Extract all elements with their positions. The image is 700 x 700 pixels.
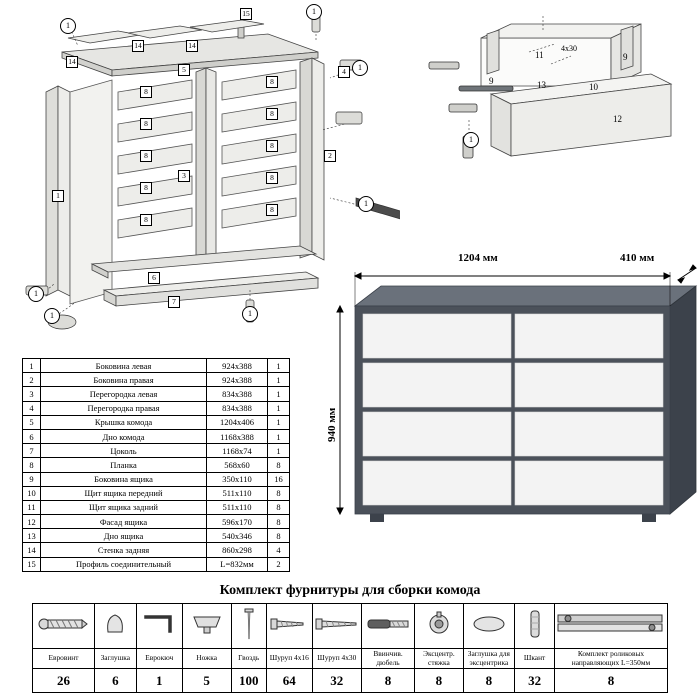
detail-marker-1b: 1 [306, 4, 322, 20]
kit-cell-cam-lock [415, 604, 463, 649]
table-row [23, 500, 290, 514]
table-row [23, 458, 290, 472]
table-row [23, 557, 290, 571]
part-number: 12 [23, 515, 41, 529]
part-number: 6 [23, 429, 41, 443]
callout-2: 2 [324, 150, 336, 162]
screw-4x16-icon [269, 616, 309, 632]
kit-qty-row [33, 669, 668, 693]
part-dimension: 1168x388 [207, 429, 268, 443]
part-dimension: 834x388 [207, 401, 268, 415]
wood-dowel-icon [529, 609, 541, 639]
kit-cell-wood-dowel [515, 604, 555, 649]
part-qty: 8 [268, 529, 290, 543]
table-row [23, 387, 290, 401]
part-name: Щит ящика передний [41, 486, 207, 500]
kit-name-8: Эксцентр. стяжка [415, 649, 463, 669]
callout-7: 7 [168, 296, 180, 308]
table-row [23, 543, 290, 557]
drawer-callout-9-left: 9 [489, 76, 494, 86]
detail-marker-1a: 1 [60, 18, 76, 34]
part-dimension: 924x388 [207, 373, 268, 387]
kit-name-0: Евровинт [33, 649, 95, 669]
parts-table-body [23, 359, 290, 572]
kit-cell-dowel-screw [361, 604, 414, 649]
kit-cell-slide-rail [555, 604, 668, 649]
allen-key-icon [142, 612, 176, 636]
kit-qty-2: 1 [136, 669, 182, 693]
callout-3: 3 [178, 170, 190, 182]
part-name: Боковина левая [41, 359, 207, 373]
drawer-detail-marker-1: 1 [463, 132, 479, 148]
part-dimension: 834x388 [207, 387, 268, 401]
kit-qty-1: 6 [94, 669, 136, 693]
part-number: 9 [23, 472, 41, 486]
callout-14-c: 14 [186, 40, 198, 52]
part-qty: 8 [268, 458, 290, 472]
part-number: 14 [23, 543, 41, 557]
cam-cap-icon [472, 615, 506, 633]
callout-4: 4 [338, 66, 350, 78]
part-qty: 1 [268, 373, 290, 387]
drawer-callout-11: 11 [535, 50, 544, 60]
kit-qty-8: 8 [415, 669, 463, 693]
part-dimension: 596x170 [207, 515, 268, 529]
detail-marker-1g: 1 [242, 306, 258, 322]
table-row [23, 472, 290, 486]
table-row [23, 515, 290, 529]
kit-name-11: Комплект роликовых направляющих L=350мм [555, 649, 668, 669]
part-qty: 4 [268, 543, 290, 557]
part-number: 2 [23, 373, 41, 387]
kit-qty-4: 100 [231, 669, 266, 693]
kit-qty-11: 8 [555, 669, 668, 693]
table-row [23, 486, 290, 500]
part-qty: 1 [268, 359, 290, 373]
nail-icon [244, 607, 254, 641]
part-name: Перегородка правая [41, 401, 207, 415]
part-qty: 1 [268, 387, 290, 401]
part-number: 10 [23, 486, 41, 500]
part-dimension: 1204x406 [207, 415, 268, 429]
part-name: Крышка комода [41, 415, 207, 429]
part-dimension: 540x346 [207, 529, 268, 543]
part-name: Перегородка левая [41, 387, 207, 401]
part-dimension: L=832мм [207, 557, 268, 571]
callout-8-l5: 8 [140, 214, 152, 226]
callout-8-l4: 8 [140, 182, 152, 194]
callout-8-l3: 8 [140, 150, 152, 162]
kit-title: Комплект фурнитуры для сборки комода [219, 583, 481, 598]
callout-8-l1: 8 [140, 86, 152, 98]
callout-8-r1: 8 [266, 76, 278, 88]
part-qty: 1 [268, 429, 290, 443]
kit-name-7: Ввинчив. дюбель [361, 649, 414, 669]
chest-width-label: 1204 мм [458, 252, 498, 264]
kit-qty-7: 8 [361, 669, 414, 693]
screw-4x30-icon [314, 616, 360, 632]
kit-qty-10: 32 [515, 669, 555, 693]
kit-qty-0: 26 [33, 669, 95, 693]
drawer-callout-12: 12 [613, 114, 622, 124]
kit-icons-row [33, 604, 668, 649]
part-number: 8 [23, 458, 41, 472]
detail-marker-1f: 1 [44, 308, 60, 324]
callout-8-r4: 8 [266, 172, 278, 184]
callout-14-a: 14 [66, 56, 78, 68]
table-row [23, 429, 290, 443]
part-dimension: 350x110 [207, 472, 268, 486]
part-name: Планка [41, 458, 207, 472]
kit-qty-5: 64 [266, 669, 312, 693]
part-dimension: 511x110 [207, 500, 268, 514]
kit-qty-6: 32 [312, 669, 361, 693]
part-name: Цоколь [41, 444, 207, 458]
part-name: Боковина правая [41, 373, 207, 387]
part-dimension: 511x110 [207, 486, 268, 500]
kit-name-10: Шкант [515, 649, 555, 669]
drawer-callout-13: 13 [537, 80, 546, 90]
part-dimension: 568x60 [207, 458, 268, 472]
chest-depth-label: 410 мм [620, 252, 655, 264]
cam-lock-icon [426, 611, 452, 637]
part-number: 5 [23, 415, 41, 429]
kit-name-5: Шуруп 4х16 [266, 649, 312, 669]
part-qty: 8 [268, 486, 290, 500]
part-number: 11 [23, 500, 41, 514]
table-row [23, 529, 290, 543]
kit-name-6: Шуруп 4х30 [312, 649, 361, 669]
dowel-screw-icon [365, 615, 411, 633]
part-qty: 1 [268, 401, 290, 415]
drawer-detail-svg [425, 8, 695, 173]
kit-name-3: Ножка [182, 649, 231, 669]
callout-15: 15 [240, 8, 252, 20]
part-number: 13 [23, 529, 41, 543]
kit-names-row [33, 649, 668, 669]
kit-cell-cam-cap [463, 604, 515, 649]
part-dimension: 860x298 [207, 543, 268, 557]
table-row [23, 444, 290, 458]
detail-marker-1c: 1 [352, 60, 368, 76]
callout-1: 1 [52, 190, 64, 202]
slide-rail-icon [556, 611, 666, 637]
kit-cell-cap [94, 604, 136, 649]
part-number: 15 [23, 557, 41, 571]
hardware-kit-table [32, 603, 668, 693]
part-number: 1 [23, 359, 41, 373]
kit-cell-allen-key [136, 604, 182, 649]
kit-cell-screw-4x30 [312, 604, 361, 649]
part-number: 7 [23, 444, 41, 458]
table-row [23, 359, 290, 373]
part-name: Профиль соединительный [41, 557, 207, 571]
part-name: Боковина ящика [41, 472, 207, 486]
drawer-callout-9-right: 9 [623, 52, 628, 62]
callout-8-r3: 8 [266, 140, 278, 152]
part-name: Дно комода [41, 429, 207, 443]
screw-icon [38, 615, 88, 633]
part-number: 4 [23, 401, 41, 415]
kit-cell-leg [182, 604, 231, 649]
part-name: Щит ящика задний [41, 500, 207, 514]
callout-6: 6 [148, 272, 160, 284]
part-name: Фасад ящика [41, 515, 207, 529]
part-qty: 2 [268, 557, 290, 571]
leg-icon [190, 612, 224, 636]
kit-name-9: Заглушка для эксцентрика [463, 649, 515, 669]
drawer-callout-10: 10 [589, 82, 598, 92]
drawer-callout-4x30: 4х30 [561, 44, 577, 53]
table-row [23, 415, 290, 429]
table-row [23, 373, 290, 387]
cap-icon [104, 612, 126, 636]
callout-8-r5: 8 [266, 204, 278, 216]
kit-cell-screw [33, 604, 95, 649]
part-number: 3 [23, 387, 41, 401]
part-qty: 8 [268, 500, 290, 514]
chest-3d-view [326, 252, 700, 562]
parts-table [22, 358, 290, 572]
part-dimension: 1168x74 [207, 444, 268, 458]
detail-marker-1e: 1 [28, 286, 44, 302]
callout-8-r2: 8 [266, 108, 278, 120]
part-qty: 8 [268, 515, 290, 529]
chest-height-label: 940 мм [326, 407, 338, 442]
kit-cell-nail [231, 604, 266, 649]
kit-name-4: Гвоздь [231, 649, 266, 669]
kit-qty-3: 5 [182, 669, 231, 693]
part-qty: 1 [268, 444, 290, 458]
table-row [23, 401, 290, 415]
kit-qty-9: 8 [463, 669, 515, 693]
kit-name-1: Заглушка [94, 649, 136, 669]
callout-5: 5 [178, 64, 190, 76]
callout-14-b: 14 [132, 40, 144, 52]
part-name: Дно ящика [41, 529, 207, 543]
part-name: Стенка задняя [41, 543, 207, 557]
detail-marker-1d: 1 [358, 196, 374, 212]
drawer-detail-drawing [425, 8, 695, 173]
part-qty: 16 [268, 472, 290, 486]
kit-name-2: Еврокюч [136, 649, 182, 669]
kit-cell-screw-4x16 [266, 604, 312, 649]
callout-8-l2: 8 [140, 118, 152, 130]
part-qty: 1 [268, 415, 290, 429]
chest-svg [330, 262, 700, 562]
part-dimension: 924x388 [207, 359, 268, 373]
